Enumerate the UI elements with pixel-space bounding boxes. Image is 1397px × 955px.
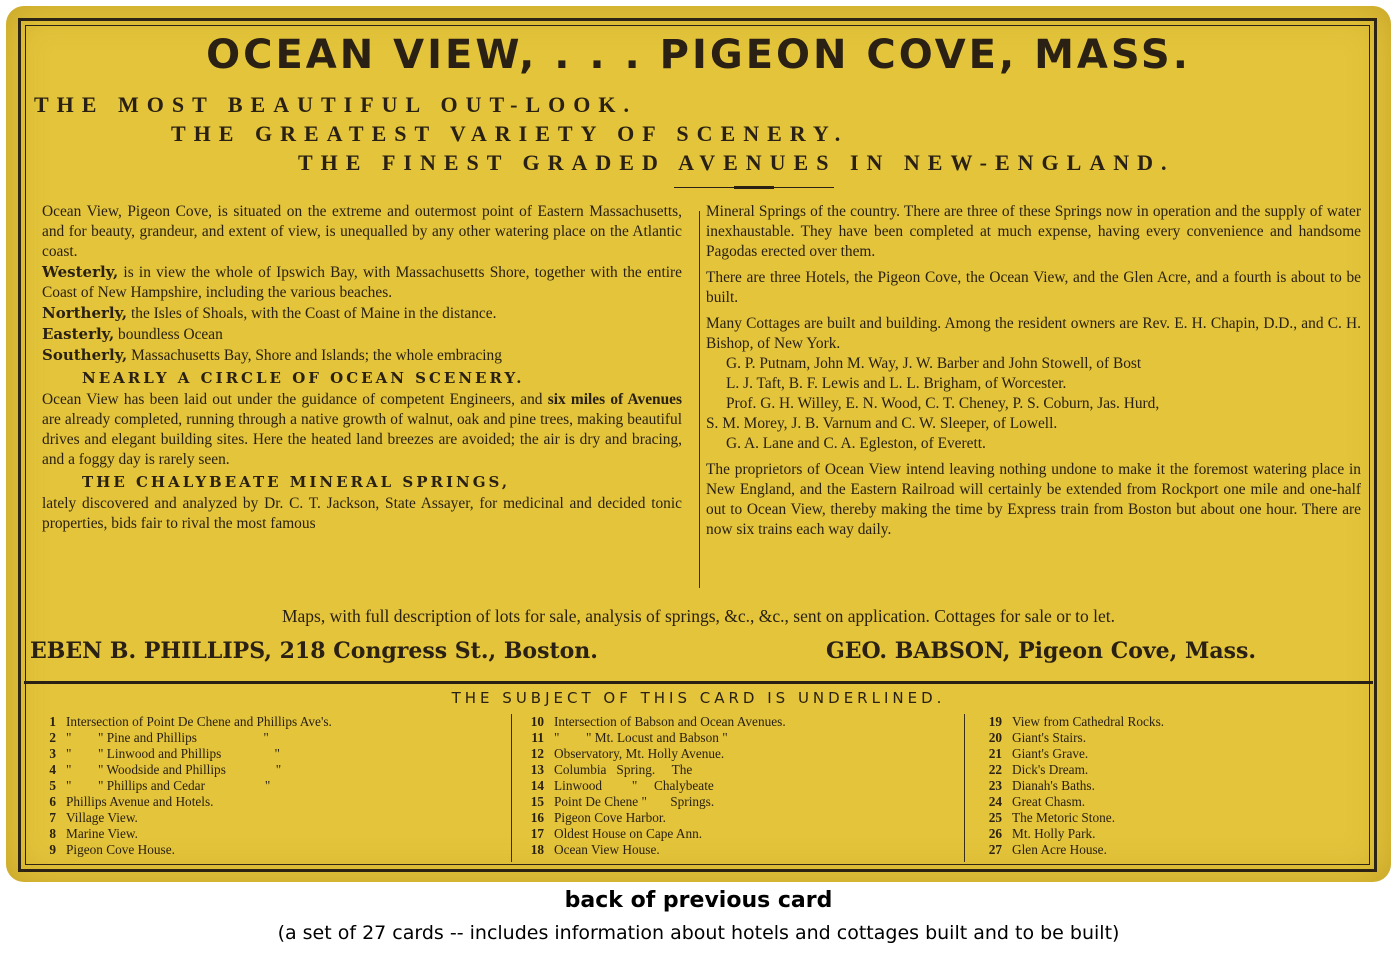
- easterly-text: boundless Ocean: [118, 326, 223, 343]
- postcard-back: [6, 6, 1391, 882]
- tagline-3: THE FINEST GRADED AVENUES IN NEW-ENGLAND.: [298, 150, 1175, 175]
- subject-number: 18: [530, 842, 544, 857]
- subject-list-item: [514, 762, 964, 778]
- subject-number: 13: [530, 762, 544, 777]
- subject-list-item: [26, 778, 496, 794]
- subject-text: Point De Chene " Springs.: [554, 794, 715, 809]
- subject-number: 7: [49, 810, 56, 825]
- owner-line: L. J. Taft, B. F. Lewis and L. L. Brigham, of Worcester.: [726, 375, 1067, 392]
- subject-text: Great Chasm.: [1012, 794, 1086, 809]
- subject-number: 25: [988, 810, 1002, 825]
- subject-list-item: [514, 794, 964, 810]
- subject-number: 4: [49, 762, 56, 777]
- subject-text: Linwood " Chalybeate: [554, 778, 714, 793]
- subject-list-item: [972, 842, 1362, 858]
- subject-list-item: [514, 826, 964, 842]
- avenues-bold: six miles of Avenues: [547, 391, 682, 408]
- subject-list-item: [26, 810, 496, 826]
- subject-text: " " Phillips and Cedar ": [66, 778, 271, 793]
- owner-line: S. M. Morey, J. B. Varnum and C. W. Sleeper, of Lowell.: [706, 415, 1058, 432]
- subject-list-item: [972, 778, 1362, 794]
- subject-text: Marine View.: [66, 826, 138, 841]
- subject-number: 20: [988, 730, 1002, 745]
- card-title: OCEAN VIEW, . . . PIGEON COVE, MASS.: [206, 32, 1191, 78]
- subject-list-item: [26, 794, 496, 810]
- subject-number: 3: [49, 746, 56, 761]
- subject-text: Glen Acre House.: [1012, 842, 1107, 857]
- easterly-label: Easterly,: [42, 325, 115, 343]
- subject-list-item: [972, 730, 1362, 746]
- subject-list-item: [514, 730, 964, 746]
- ornament-divider: [674, 186, 834, 190]
- northerly-label: Northerly,: [42, 304, 128, 322]
- intro-paragraph: Ocean View, Pigeon Cove, is situated on the extreme and outermost point of Eastern Massachusetts, and for beauty, grandeur, and extent of view, is unequalled by any other watering place on the Atlantic coast.: [42, 203, 682, 260]
- subject-list-item: [972, 746, 1362, 762]
- subject-text: Pigeon Cove House.: [66, 842, 175, 857]
- subject-number: 1: [49, 714, 56, 729]
- subject-list-item: [26, 826, 496, 842]
- tagline-1: THE MOST BEAUTIFUL OUT-LOOK.: [34, 92, 637, 117]
- subject-list-2: [514, 714, 964, 858]
- subject-list-item: [26, 730, 496, 746]
- subject-number: 27: [988, 842, 1002, 857]
- subject-text: Oldest House on Cape Ann.: [554, 826, 703, 841]
- subject-list-item: [514, 714, 964, 730]
- subject-list-item: [514, 842, 964, 858]
- subject-list-item: [514, 810, 964, 826]
- subject-list-item: [972, 794, 1362, 810]
- southerly-text: Massachusetts Bay, Shore and Islands; the whole embracing: [131, 347, 502, 364]
- subject-heading: THE SUBJECT OF THIS CARD IS UNDERLINED.: [451, 689, 946, 707]
- northerly-paragraph: [42, 303, 682, 324]
- left-column: [42, 202, 682, 534]
- subject-list-item: [26, 746, 496, 762]
- westerly-paragraph: [42, 262, 682, 303]
- subject-list-item: [972, 714, 1362, 730]
- list-divider: [964, 714, 965, 862]
- subject-text: Village View.: [66, 810, 138, 825]
- subject-list-item: [26, 842, 496, 858]
- subject-number: 21: [988, 746, 1002, 761]
- northerly-text: the Isles of Shoals, with the Coast of Maine in the distance.: [130, 305, 497, 322]
- owner-line: G. P. Putnam, John M. Way, J. W. Barber and John Stowell, of Bost: [726, 355, 1142, 372]
- proprietors-paragraph: The proprietors of Ocean View intend leaving nothing undone to make it the foremost watering place in New England, and the Eastern Railroad will certainly be extended from Rockport one mile and one-half out to Ocean View, thereby making the time by Express train from Boston but about one hour. There are now six trains each way daily.: [706, 461, 1361, 538]
- subject-number: 22: [988, 762, 1002, 777]
- owner-line: G. A. Lane and C. A. Egleston, of Everett.: [726, 435, 986, 452]
- avenues-text-a: Ocean View has been laid out under the guidance of competent Engineers, and: [42, 391, 543, 408]
- subject-list-item: [26, 714, 496, 730]
- subject-text: Columbia Spring. The: [554, 762, 693, 777]
- subject-number: 19: [988, 714, 1002, 729]
- subject-text: Dianah's Baths.: [1012, 778, 1095, 793]
- subject-number: 16: [530, 810, 544, 825]
- easterly-paragraph: [42, 324, 682, 345]
- subject-text: Giant's Stairs.: [1012, 730, 1087, 745]
- subject-number: 5: [49, 778, 56, 793]
- section-rule: [24, 681, 1373, 684]
- cottages-paragraph: Many Cottages are built and building. Among the resident owners are Rev. E. H. Chapin, D.D., and C. H. Bishop, of New York.: [706, 315, 1361, 352]
- subject-text: Giant's Grave.: [1012, 746, 1089, 761]
- subject-text: " " Mt. Locust and Babson ": [554, 730, 728, 745]
- subject-text: Intersection of Point De Chene and Phillips Ave's.: [66, 714, 332, 729]
- bottom-rule: [24, 870, 1373, 872]
- springs-continued: Mineral Springs of the country. There are three of these Springs now in operation and the supply of water inexhaustable. They have been completed at much expense, having every convenience and handsome Pagodas erected over them.: [706, 203, 1361, 260]
- avenues-paragraph: [42, 390, 682, 470]
- southerly-label: Southerly,: [42, 346, 128, 364]
- subject-number: 12: [530, 746, 544, 761]
- maps-line: Maps, with full description of lots for sale, analysis of springs, &c., &c., sent on application. Cottages for sale or to let.: [281, 606, 1116, 626]
- avenues-text-b: are already completed, running through a native growth of walnut, oak and pine trees, making beautiful drives and elegant building sites. Here the heated land breezes are avoided; the air is dry and bracing, and a foggy day is rarely seen.: [42, 411, 682, 468]
- subject-number: 8: [49, 826, 56, 841]
- subject-number: 2: [49, 730, 56, 745]
- subject-number: 24: [988, 794, 1002, 809]
- agent-pigeon-cove: GEO. BABSON, Pigeon Cove, Mass.: [826, 638, 1257, 664]
- owner-line: Prof. G. H. Willey, E. N. Wood, C. T. Cheney, P. S. Coburn, Jas. Hurd,: [726, 395, 1160, 412]
- subject-text: Ocean View House.: [554, 842, 660, 857]
- circle-heading: NEARLY A CIRCLE OF OCEAN SCENERY.: [82, 369, 525, 387]
- westerly-label: Westerly,: [42, 263, 119, 281]
- subject-text: Observatory, Mt. Holly Avenue.: [554, 746, 725, 761]
- subject-number: 6: [49, 794, 56, 809]
- right-column: [706, 202, 1361, 540]
- hotels-paragraph: There are three Hotels, the Pigeon Cove, the Ocean View, and the Glen Acre, and a fourth is about to be built.: [706, 269, 1361, 306]
- subject-number: 9: [49, 842, 56, 857]
- subject-text: Phillips Avenue and Hotels.: [66, 794, 214, 809]
- subject-text: " " Linwood and Phillips ": [66, 746, 280, 761]
- subject-text: Intersection of Babson and Ocean Avenues.: [554, 714, 786, 729]
- subject-text: Dick's Dream.: [1012, 762, 1089, 777]
- subject-number: 26: [988, 826, 1002, 841]
- subject-text: Mt. Holly Park.: [1012, 826, 1096, 841]
- springs-heading: THE CHALYBEATE MINERAL SPRINGS,: [82, 473, 511, 491]
- subject-list-item: [514, 778, 964, 794]
- springs-paragraph: lately discovered and analyzed by Dr. C. T. Jackson, State Assayer, for medicinal and decided tonic properties, bids fair to rival the most famous: [42, 495, 682, 532]
- subject-list-item: [26, 762, 496, 778]
- subject-list-item: [972, 826, 1362, 842]
- tagline-2: THE GREATEST VARIETY OF SCENERY.: [171, 121, 849, 146]
- subject-number: 17: [530, 826, 544, 841]
- caption-subtitle: (a set of 27 cards -- includes information about hotels and cottages built and to be built): [277, 922, 1120, 944]
- agent-boston: EBEN B. PHILLIPS, 218 Congress St., Boston.: [30, 638, 598, 664]
- subject-text: The Metoric Stone.: [1012, 810, 1116, 825]
- subject-list-3: [972, 714, 1362, 858]
- subject-list-item: [972, 762, 1362, 778]
- subject-number: 10: [530, 714, 544, 729]
- subject-text: " " Pine and Phillips ": [66, 730, 269, 745]
- subject-number: 14: [530, 778, 544, 793]
- subject-number: 11: [531, 730, 544, 745]
- caption-title: back of previous card: [564, 888, 833, 913]
- subject-number: 15: [530, 794, 544, 809]
- subject-list-item: [972, 810, 1362, 826]
- subject-list-item: [514, 746, 964, 762]
- southerly-paragraph: [42, 345, 682, 366]
- list-divider: [511, 714, 512, 862]
- column-divider: [699, 211, 700, 588]
- subject-list-1: [26, 714, 496, 858]
- subject-text: Pigeon Cove Harbor.: [554, 810, 666, 825]
- westerly-text: is in view the whole of Ipswich Bay, with Massachusetts Shore, together with the entire Coast of New Hampshire, including the various beaches.: [42, 264, 682, 301]
- subject-text: " " Woodside and Phillips ": [66, 762, 282, 777]
- subject-text: View from Cathedral Rocks.: [1012, 714, 1165, 729]
- subject-number: 23: [988, 778, 1002, 793]
